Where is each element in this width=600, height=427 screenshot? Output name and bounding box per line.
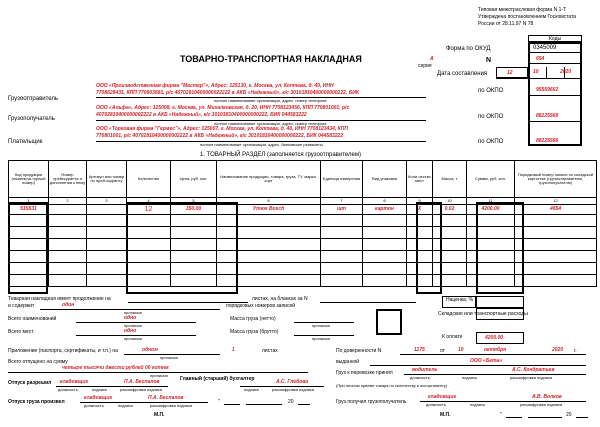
poa-from: от (440, 348, 445, 354)
date-year-prefix-1: 20 (288, 399, 294, 405)
form-note-3: России от 28.11.97 N 78 (478, 21, 534, 27)
cap-sign-4: подпись (118, 403, 134, 408)
payer-line-1: ООО «Торговая фирма "Гермес"», Адрес: 125007, г. Москва, ул. Коптева, д. 40, ИНН 7708123434, КПП (96, 126, 348, 132)
receiver-line-1: ООО «Альфа», Адрес: 125008, г. Москва, ул. Михалковская, д. 20, ИНН 7708123456, КПП 770801001, р/с (96, 105, 350, 111)
col-header: Порядковый номер записи по складской картотеке (грузоотправителю, грузополучателю) (515, 161, 597, 198)
received-name: А.В. Волков (532, 394, 562, 400)
ordinal-label: порядковых номеров записей (226, 303, 296, 309)
okud-code: 0345009 (533, 45, 557, 51)
names-label: Всего наименований (8, 316, 57, 322)
date-day-box (496, 67, 528, 78)
attach-value: одном (142, 347, 158, 353)
total-sum-label: Всего отпущено на сумму (8, 359, 68, 365)
okud-label: Форма по ОКУД (446, 46, 491, 52)
contains-value: один (62, 302, 75, 308)
cap-decode-2: расшифровка подписи (120, 387, 163, 392)
col-number: 10 (433, 198, 467, 205)
col-number: 5 (171, 198, 217, 205)
cap-role-1: должность (410, 375, 430, 380)
net-label: Масса груза (нетто) (230, 316, 276, 322)
cargo-driver-role: водитель (412, 367, 438, 373)
poa-year-suffix: г. (574, 348, 577, 354)
col-header: Артикул или номер по прей-скуранту (87, 161, 127, 198)
received-label: Груз получил грузополучатель (336, 399, 407, 405)
payer-okpo-label: по ОКПО (478, 139, 504, 145)
places-label: Всего мест (8, 329, 34, 335)
payer-caption: полное наименование организации, адрес, банковские реквизиты (200, 142, 323, 147)
date-quote-1: " (218, 399, 220, 405)
date-month: 10 (533, 69, 539, 75)
col-number: 2 (49, 198, 87, 205)
propisyu-3: прописью (312, 323, 331, 328)
shipper-line-2: 7708628431, КПП 770803681, р/с 40702810400000022222 в АКБ «Надежный», к/с 30101810400000000222, БИК (96, 90, 359, 96)
allowed-name: П.А. Беспалов (124, 379, 160, 385)
highlight-code-column (8, 202, 48, 294)
cell-unit: шт (321, 205, 363, 215)
col-header: Наименование продукции, товара, груза, ТУ, марка, сорт (217, 161, 321, 198)
cell-product-code: 515531 (9, 205, 49, 215)
series-value: А (430, 56, 434, 62)
poa-month: октября (484, 347, 507, 353)
accept-note: (При личном приеме товара по количеству и ассортименту) (336, 383, 448, 388)
cap-role-5: должность (426, 402, 446, 407)
chief-name: А.С. Глебова (276, 379, 309, 385)
shipper-line-1: ООО «Производственная фирма "Мастер"», Адрес: 125130, г. Москва, ул. Коптева, д. 40, ИНН (96, 83, 334, 89)
poa-label: По доверенности N (336, 348, 382, 354)
series-label: серия (418, 63, 432, 69)
gross-label: Масса груза (брутто) (230, 329, 279, 335)
cell-quantity: 12 (127, 205, 171, 215)
cell-places: Х (407, 205, 433, 215)
propisyu-6: прописью (160, 355, 179, 360)
attach-num: 1 (232, 347, 235, 353)
total-pay-label: К оплате (442, 334, 463, 340)
col-header: Единица измерения (321, 161, 363, 198)
col-header: Вид упаковки (363, 161, 407, 198)
section-title: 1. ТОВАРНЫЙ РАЗДЕЛ (заполняется грузоотправителем) (200, 152, 362, 158)
propisyu-2: прописью (124, 323, 143, 328)
cell-package: картон (363, 205, 407, 215)
col-header: Сумма, руб. коп. (467, 161, 515, 198)
cell-record-number: 4654 (515, 205, 597, 215)
page-title: ТОВАРНО-ТРАНСПОРТНАЯ НАКЛАДНАЯ (180, 54, 362, 64)
poa-year: 2020 (552, 347, 564, 353)
codes-label: Коды (549, 36, 562, 42)
places-value: одно (124, 328, 137, 334)
cap-sign-2: подпись (92, 387, 108, 392)
number-label: N (486, 57, 492, 64)
cap-decode-4: расшифровка подписи (150, 403, 193, 408)
cargo-driver-label: Груз к перевозке принял (336, 370, 393, 376)
number-value: 654 (536, 56, 545, 62)
col-header: Количество (127, 161, 171, 198)
date-day: 12 (507, 70, 513, 76)
poa-number: 1175 (414, 347, 425, 353)
cell-mass: 0.02 (433, 205, 467, 215)
poa-day: 10 (458, 347, 464, 353)
codes-header-box (528, 35, 582, 42)
col-number: 1 (9, 198, 49, 205)
chief-label: Главный (старший) бухгалтер (180, 376, 255, 382)
total-pay-box (476, 332, 524, 344)
shipper-label: Грузоотправитель (8, 96, 59, 102)
propisyu-7: прописью (150, 373, 169, 378)
names-value: одно (124, 315, 137, 321)
col-header: Код продукции (номенкла-турный номер) (9, 161, 49, 198)
cap-sign-3: подпись (244, 387, 260, 392)
date-label: Дата составления (437, 71, 488, 77)
table-header-row (9, 161, 597, 198)
col-number: 8 (363, 198, 407, 205)
col-header: Номер прейскуранта и дополнения к нему (49, 161, 87, 198)
col-number: 6 (217, 198, 321, 205)
cap-sign-5: подпись (470, 402, 486, 407)
date-year-prefix-2: 20 (566, 412, 572, 418)
receiver-caption: полное наименование организации, адрес, номер телефона (214, 121, 327, 126)
date-quote-2: " (500, 412, 502, 418)
highlight-qty-price (126, 202, 238, 294)
payer-label: Плательщик (8, 139, 43, 145)
shipped-name: П.А. Беспалов (148, 395, 184, 401)
shipper-okpo: 95569602 (536, 87, 559, 93)
col-header: Масса, т (433, 161, 467, 198)
allowed-label: Отпуск разрешил (8, 380, 52, 386)
cell-price: 350.00 (171, 205, 217, 215)
total-pay-value: 4200.00 (485, 335, 504, 341)
receiver-okpo: 88225566 (536, 113, 559, 119)
cont-text: Товарная накладная имеет продолжение на (8, 296, 111, 302)
cell-price-list (49, 205, 87, 215)
payer-line-2: 770801001, р/с 40702810400000002222 в АКБ «Надежный», к/с 30101810400000000222, БИК 044583222 (96, 133, 344, 139)
mass-box (376, 309, 402, 335)
issued-label: выданной (336, 359, 360, 365)
cap-decode-1: расшифровка подписи (510, 375, 553, 380)
attach-sheets: листах (262, 348, 278, 354)
attach-label: Приложение (паспорта, сертификаты, и т.п.) на (8, 348, 118, 354)
col-header: Цена, руб. коп. (171, 161, 217, 198)
cap-decode-5: расшифровка подписи (520, 402, 563, 407)
col-number: 7 (321, 198, 363, 205)
col-header: Коли-чество мест (407, 161, 433, 198)
col-number: 4 (127, 198, 171, 205)
total-sum-value: четыре тысячи двести рублей 00 копеек (62, 365, 169, 371)
shipper-okpo-label: по ОКПО (478, 88, 504, 94)
stamp-1: М.П. (154, 412, 165, 418)
col-number: 11 (467, 198, 515, 205)
cell-article (87, 205, 127, 215)
propisyu-5: прописью (312, 336, 331, 341)
cap-role-2: должность (58, 387, 78, 392)
payer-okpo: 88225566 (536, 138, 559, 144)
price-label: Наценка, % (446, 297, 474, 303)
highlight-sum (476, 202, 524, 294)
allowed-role: кладовщик (60, 379, 88, 385)
cap-sign-1: подпись (462, 375, 478, 380)
receiver-line-2: 40702810400000002222 в АКБ «Надежный», к/с 30101810400000000222, БИК 044583222 (96, 112, 307, 118)
cap-role-4: должность (84, 403, 104, 408)
warehouse-label: Складские или транспортные расходы (438, 311, 528, 317)
col-number: 3 (87, 198, 127, 205)
cell-sum: 4200.00 (467, 205, 515, 215)
cell-product-name: Утюг Bosch (217, 205, 321, 215)
col-number: 9 (407, 198, 433, 205)
form-note-1: Типовая межотраслевая форма N 1-Т (478, 7, 567, 13)
receiver-label: Грузополучатель (8, 116, 55, 122)
propisyu-1: прописью (124, 310, 143, 315)
form-note-2: Утверждена постановлением Госкомстата (478, 14, 577, 20)
sheets-label: листах, на бланках за N (252, 296, 308, 302)
cargo-driver-name: А.С. Кондратьев (512, 367, 555, 373)
col-number: 12 (515, 198, 597, 205)
date-year: 2020 (560, 69, 572, 75)
stamp-2: М.П. (440, 412, 451, 418)
highlight-places (416, 202, 442, 294)
contains-label: и содержит (8, 303, 35, 309)
shipped-label: Отпуск груза произвел (8, 399, 65, 405)
cap-decode-3: расшифровка подписи (272, 387, 315, 392)
receiver-okpo-label: по ОКПО (478, 114, 504, 120)
shipper-caption: полное наименование организации, адрес, номер телефона (214, 98, 327, 103)
propisyu-4: прописью (124, 336, 143, 341)
issued-value: ООО «Бета» (470, 358, 503, 364)
received-role: кладовщик (428, 394, 456, 400)
shipped-role: кладовщик (84, 395, 112, 401)
